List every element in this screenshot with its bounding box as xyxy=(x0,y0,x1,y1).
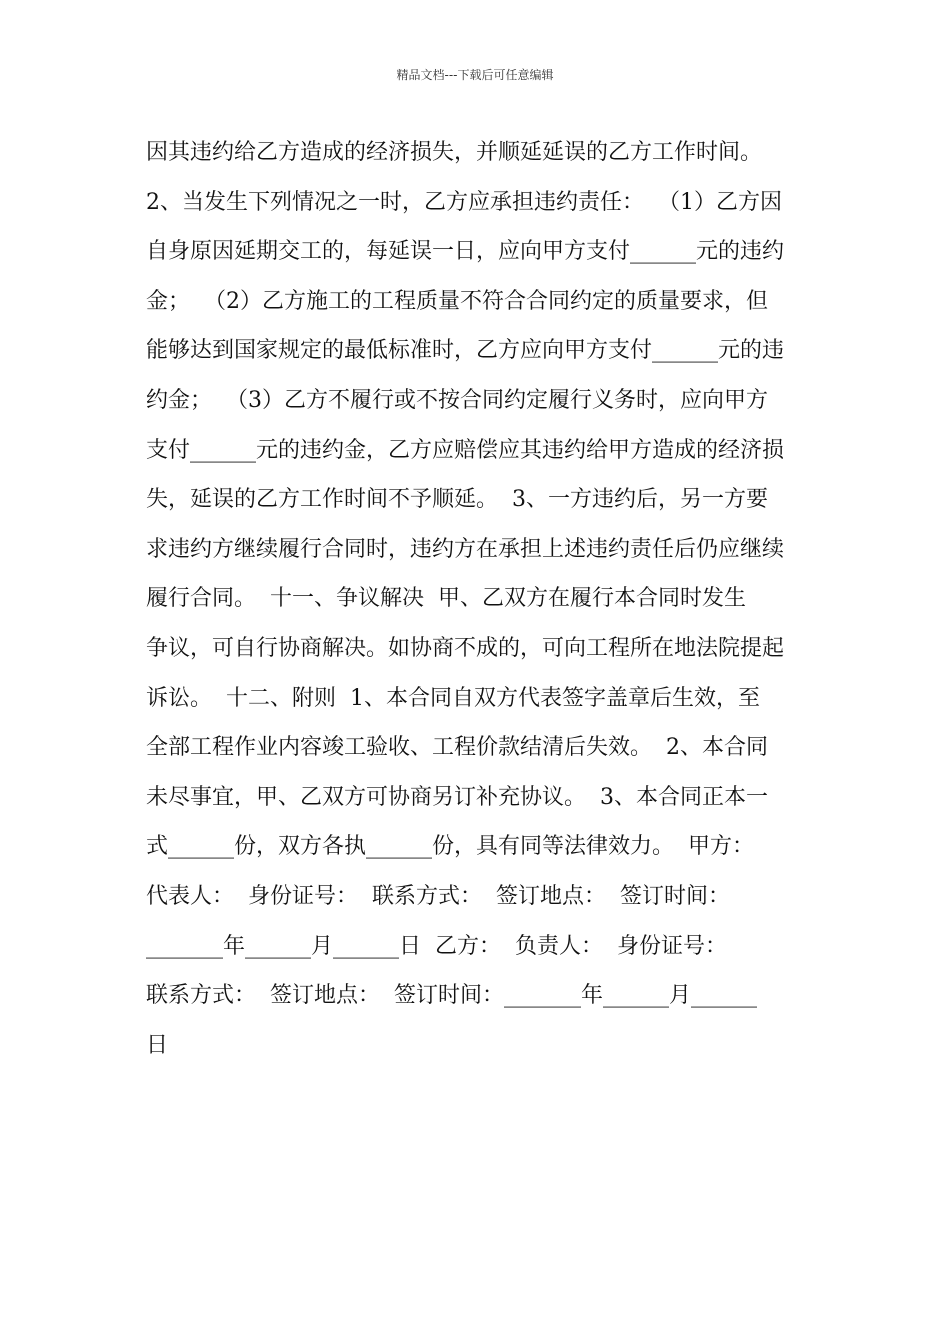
text-line: 金； （2）乙方施工的工程质量不符合合同约定的质量要求，但 xyxy=(146,288,768,314)
text-line: 代表人： 身份证号： 联系方式： 签订地点： 签订时间： xyxy=(146,883,730,909)
text-line: 约金； （3）乙方不履行或不按合同约定履行义务时，应向甲方 xyxy=(146,387,768,413)
text-line: _______年______月______日 乙方： 负责人： 身份证号： xyxy=(146,933,727,959)
text-line: 求违约方继续履行合同时，违约方在承担上述违约责任后仍应继续 xyxy=(146,536,785,562)
text-line: 失，延误的乙方工作时间不予顺延。 3、一方违约后，另一方要 xyxy=(146,487,768,513)
document-body xyxy=(146,128,826,1070)
text-line: 联系方式： 签订地点： 签订时间：_______年______月______ xyxy=(146,983,757,1009)
text-line: 未尽事宜，甲、乙双方可协商另订补充协议。 3、本合同正本一 xyxy=(146,784,768,810)
text-line: 自身原因延期交工的，每延误一日，应向甲方支付______元的违约 xyxy=(146,239,785,265)
text-line: 诉讼。 十二、附则 1、本合同自双方代表签字盖章后生效，至 xyxy=(146,685,760,711)
text-line: 日 xyxy=(146,1032,169,1058)
text-line: 式______份，双方各执______份，具有同等法律效力。 甲方： xyxy=(146,834,754,860)
text-line: 支付______元的违约金，乙方应赔偿应其违约给甲方造成的经济损 xyxy=(146,437,785,463)
page-header: 精品文档---下载后可任意编辑 xyxy=(396,68,554,82)
text-line: 履行合同。 十一、争议解决 甲、乙双方在履行本合同时发生 xyxy=(146,586,746,612)
text-line: 能够达到国家规定的最低标准时，乙方应向甲方支付______元的违 xyxy=(146,338,785,364)
text-line: 争议，可自行协商解决。如协商不成的，可向工程所在地法院提起 xyxy=(146,635,785,661)
text-line: 全部工程作业内容竣工验收、工程价款结清后失效。 2、本合同 xyxy=(146,735,768,761)
text-line: 2、当发生下列情况之一时，乙方应承担违约责任： （1）乙方因 xyxy=(146,189,782,215)
text-line: 因其违约给乙方造成的经济损失，并顺延延误的乙方工作时间。 xyxy=(146,140,763,165)
